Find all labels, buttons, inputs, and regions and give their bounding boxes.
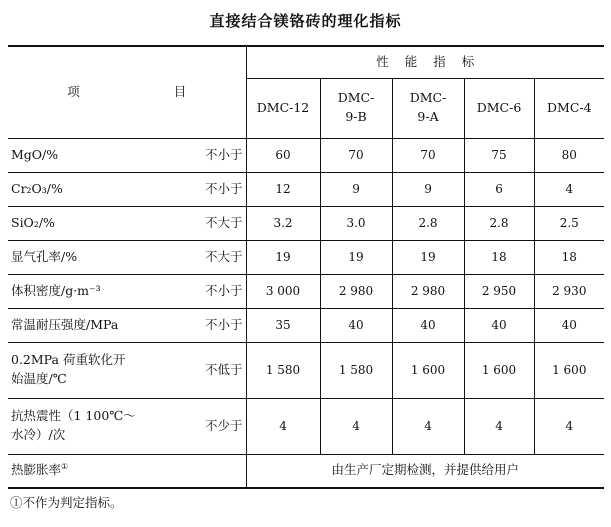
cell-value: 2 980 xyxy=(320,274,392,308)
footnote: ①不作为判定指标。 xyxy=(10,495,123,510)
table-row xyxy=(8,138,604,172)
cell-value: 18 xyxy=(534,240,604,274)
cell-value: 18 xyxy=(464,240,534,274)
cell-value: 19 xyxy=(246,240,320,274)
header-item-right: 目 xyxy=(173,83,187,99)
cell-value: 6 xyxy=(464,172,534,206)
row-item: 抗热震性（1 100℃～ 水冷）/次 xyxy=(8,398,178,454)
row-item: SiO₂/% xyxy=(8,206,178,240)
table-row xyxy=(8,206,604,240)
row-item: 热膨胀率① xyxy=(8,454,246,488)
cell-value: 3.2 xyxy=(246,206,320,240)
header-performance-label: 性能指标 xyxy=(376,53,491,69)
cell-value: 1 580 xyxy=(246,342,320,398)
cell-value: 19 xyxy=(320,240,392,274)
table-row xyxy=(8,342,604,398)
row-item: Cr₂O₃/% xyxy=(8,172,178,206)
table-row xyxy=(8,308,604,342)
row-condition: 不大于 xyxy=(178,206,246,240)
grade-header-dmc-4: DMC-4 xyxy=(534,78,604,138)
cell-value: 40 xyxy=(392,308,464,342)
cell-value: 1 600 xyxy=(534,342,604,398)
cell-value: 3 000 xyxy=(246,274,320,308)
row-condition: 不低于 xyxy=(178,342,246,398)
cell-value: 4 xyxy=(534,398,604,454)
row-condition: 不小于 xyxy=(178,172,246,206)
cell-value: 2.8 xyxy=(392,206,464,240)
cell-value: 2.8 xyxy=(464,206,534,240)
cell-value: 4 xyxy=(246,398,320,454)
cell-value: 12 xyxy=(246,172,320,206)
grade-header-dmc-9-b: DMC- 9-B xyxy=(320,78,392,138)
cell-value: 80 xyxy=(534,138,604,172)
cell-value: 19 xyxy=(392,240,464,274)
cell-value: 2 950 xyxy=(464,274,534,308)
table-row xyxy=(8,240,604,274)
cell-value: 4 xyxy=(534,172,604,206)
cell-value: 2 930 xyxy=(534,274,604,308)
cell-value: 9 xyxy=(392,172,464,206)
row-condition: 不大于 xyxy=(178,240,246,274)
table-row xyxy=(8,398,604,454)
merged-note-cell: 由生产厂定期检测，并提供给用户 xyxy=(246,454,604,488)
footnote-mark: ① xyxy=(61,462,69,472)
row-condition: 不小于 xyxy=(178,138,246,172)
cell-value: 1 600 xyxy=(464,342,534,398)
table-row xyxy=(8,172,604,206)
grade-header-dmc-6: DMC-6 xyxy=(464,78,534,138)
row-condition: 不小于 xyxy=(178,308,246,342)
row-item: MgO/% xyxy=(8,138,178,172)
cell-value: 1 580 xyxy=(320,342,392,398)
grade-header-dmc-12: DMC-12 xyxy=(246,78,320,138)
header-item-cell xyxy=(8,46,246,138)
cell-value: 9 xyxy=(320,172,392,206)
header-performance xyxy=(246,46,604,78)
row-condition: 不小于 xyxy=(178,274,246,308)
table-title: 直接结合镁铬砖的理化指标 xyxy=(209,12,402,30)
table-row xyxy=(8,274,604,308)
row-item: 0.2MPa 荷重软化开 始温度/℃ xyxy=(8,342,178,398)
row-item: 显气孔率/% xyxy=(8,240,178,274)
cell-value: 2 980 xyxy=(392,274,464,308)
cell-value: 40 xyxy=(320,308,392,342)
header-item-left: 项 xyxy=(67,83,80,99)
cell-value: 75 xyxy=(464,138,534,172)
cell-value: 4 xyxy=(464,398,534,454)
grade-header-dmc-9-a: DMC- 9-A xyxy=(392,78,464,138)
cell-value: 4 xyxy=(320,398,392,454)
cell-value: 35 xyxy=(246,308,320,342)
cell-value: 3.0 xyxy=(320,206,392,240)
cell-value: 40 xyxy=(534,308,604,342)
cell-value: 4 xyxy=(392,398,464,454)
cell-value: 70 xyxy=(392,138,464,172)
properties-table xyxy=(8,45,604,489)
row-item: 常温耐压强度/MPa xyxy=(8,308,178,342)
table-row xyxy=(8,454,604,488)
row-item: 体积密度/g·m⁻³ xyxy=(8,274,178,308)
cell-value: 1 600 xyxy=(392,342,464,398)
cell-value: 2.5 xyxy=(534,206,604,240)
cell-value: 40 xyxy=(464,308,534,342)
cell-value: 60 xyxy=(246,138,320,172)
cell-value: 70 xyxy=(320,138,392,172)
row-condition: 不少于 xyxy=(178,398,246,454)
